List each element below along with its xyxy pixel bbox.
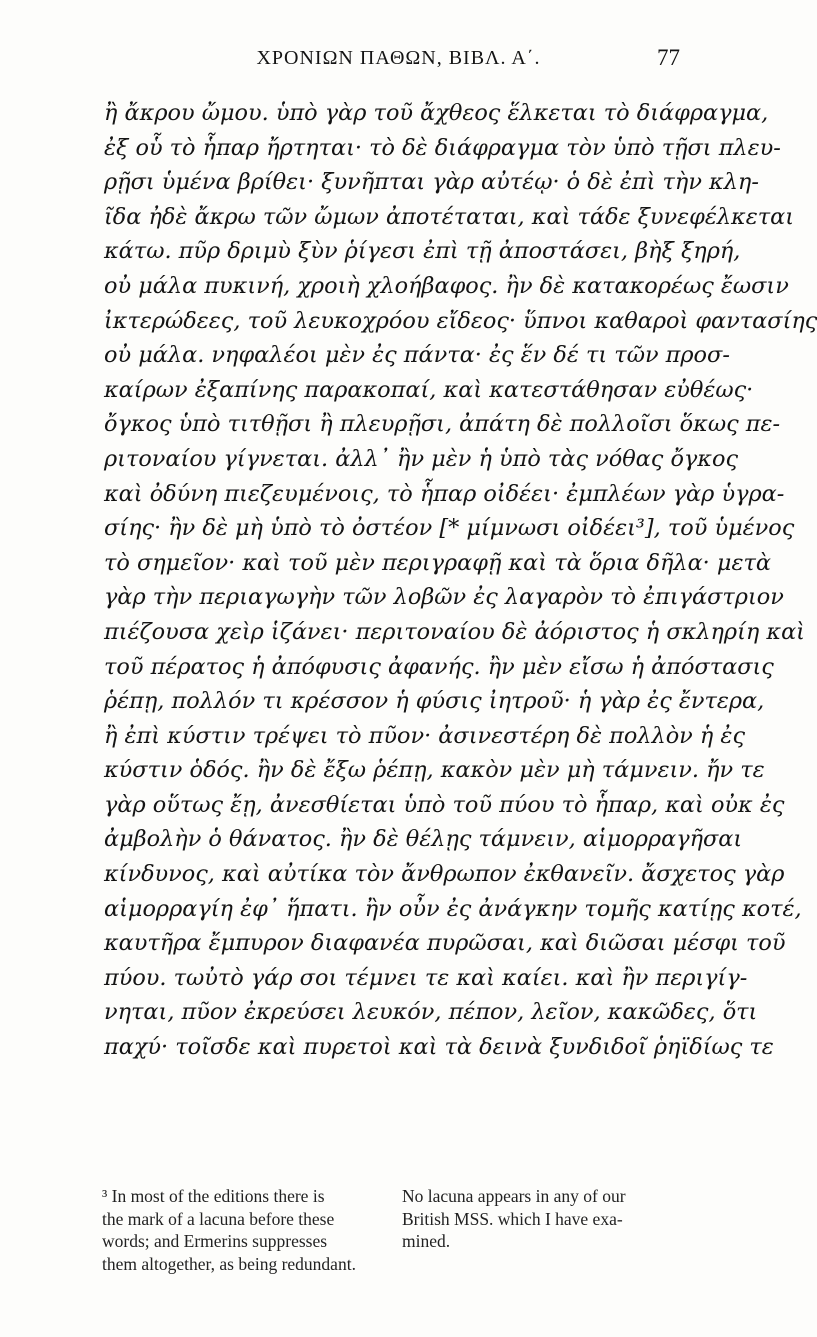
text-line: κίνδυνος, καὶ αὐτίκα τὸν ἄνθρωπον ἐκθανεῖν. ἄσχετος γὰρ <box>104 861 785 888</box>
running-head: ΧΡΟΝΙΩΝ ΠΑΘΩΝ, ΒΙΒΛ. Α΄. <box>256 46 541 69</box>
text-line: σίης· ἢν δὲ μὴ ὑπὸ τὸ ὀστέον [* μίμνωσι οἰδέει³], τοῦ ὑμένος <box>104 515 795 542</box>
page-header <box>100 38 680 78</box>
text-line: ἰκτερώδεες, τοῦ λευκοχρόου εἴδεος· ὕπνοι καθαροὶ φαντασίης <box>104 307 817 334</box>
footnotes <box>102 1185 682 1275</box>
text-line: γὰρ οὕτως ἔῃ, ἀνεσθίεται ὑπὸ τοῦ πύου τὸ ἧπαρ, καὶ οὐκ ἐς <box>104 791 785 818</box>
text-line: οὐ μάλα. νηφαλέοι μὲν ἐς πάντα· ἐς ἕν δέ τι τῶν προσ- <box>104 342 730 369</box>
footnote-line: words; and Ermerins suppresses <box>102 1231 328 1251</box>
text-line: κάτω. πῦρ δριμὺ ξὺν ῥίγεσι ἐπὶ τῇ ἀποστάσει, βὴξ ξηρή, <box>104 238 741 265</box>
text-line: ῥέπῃ, πολλόν τι κρέσσον ἡ φύσις ἰητροῦ· ἡ γὰρ ἐς ἔντερα, <box>104 688 765 715</box>
footnote-right-column <box>402 1185 682 1275</box>
text-line: παχύ· τοῖσδε καὶ πυρετοὶ καὶ τὰ δεινὰ ξυνδιδοῖ ῥηϊδίως τε <box>104 1034 774 1061</box>
text-line: τοῦ πέρατος ἡ ἀπόφυσις ἀφανής. ἢν μὲν εἴσω ἡ ἀπόστασις <box>104 653 774 680</box>
text-line: ἢ ἄκρου ὤμου. ὑπὸ γὰρ τοῦ ἄχθεος ἕλκεται τὸ διάφραγμα, <box>104 100 769 126</box>
footnote-left-column <box>102 1185 382 1275</box>
text-line: ἢ ἐπὶ κύστιν τρέψει τὸ πῦον· ἀσινεστέρη δὲ πολλὸν ἡ ἐς <box>104 722 745 749</box>
text-line: νηται, πῦον ἐκρεύσει λευκόν, πέπον, λεῖον, κακῶδες, ὅτι <box>104 999 758 1026</box>
text-line: καυτῆρα ἔμπυρον διαφανέα πυρῶσαι, καὶ διῶσαι μέσφι τοῦ <box>104 930 786 957</box>
text-line: ριτοναίου γίγνεται. ἀλλ᾽ ἢν μὲν ἡ ὑπὸ τὰς νόθας ὄγκος <box>104 445 739 472</box>
footnote-line: British MSS. which I have exa- <box>402 1208 623 1229</box>
footnote-line: ³ In most of the editions there is <box>102 1186 325 1206</box>
text-line: ὄγκος ὑπὸ τιτθῇσι ἢ πλευρῇσι, ἀπάτη δὲ πολλοῖσι ὅκως πε- <box>104 411 781 438</box>
text-line: ἐξ οὗ τὸ ἧπαρ ἤρτηται· τὸ δὲ διάφραγμα τὸν ὑπὸ τῇσι πλευ- <box>104 134 781 161</box>
footnote-line: them altogether, as being redundant. <box>102 1253 356 1274</box>
footnote-line: No lacuna appears in any of our <box>402 1186 626 1206</box>
text-line: γὰρ τὴν περιαγωγὴν τῶν λοβῶν ἐς λαγαρὸν τὸ ἐπιγάστριον <box>104 584 784 611</box>
text-line: κύστιν ὁδός. ἢν δὲ ἔξω ῥέπῃ, κακὸν μὲν μὴ τάμνειν. ἤν τε <box>104 757 765 784</box>
text-line: τὸ σημεῖον· καὶ τοῦ μὲν περιγραφῇ καὶ τὰ ὅρια δῆλα· μετὰ <box>104 549 771 576</box>
text-line: πιέζουσα χεὶρ ἱζάνει· περιτοναίου δὲ ἀόριστος ἡ σκληρίη καὶ <box>104 618 805 645</box>
footnote-line: the mark of a lacuna before these <box>102 1208 335 1229</box>
text-line: ἀμβολὴν ὁ θάνατος. ἢν δὲ θέλῃς τάμνειν, αἱμορραγῆσαι <box>104 826 743 853</box>
text-line: πύου. τωὐτὸ γάρ σοι τέμνει τε καὶ καίει. καὶ ἢν περιγίγ- <box>104 964 748 991</box>
greek-text-body <box>104 96 817 1065</box>
page-number: 77 <box>657 45 680 70</box>
text-line: αἱμορραγίη ἐφ᾽ ἥπατι. ἢν οὖν ἐς ἀνάγκην τομῆς κατίῃς κοτέ, <box>104 895 802 922</box>
text-line: ρῇσι ὑμένα βρίθει· ξυνῆπται γὰρ αὐτέῳ· ὁ δὲ ἐπὶ τὴν κλη- <box>104 169 759 196</box>
text-line: καίρων ἐξαπίνης παρακοπαί, καὶ κατεστάθησαν εὐθέως· <box>104 376 754 403</box>
text-line: οὐ μάλα πυκινή, χροιὴ χλοήβαφος. ἢν δὲ κατακορέως ἔωσιν <box>104 272 789 299</box>
text-line: ῖδα ἠδὲ ἄκρω τῶν ὤμων ἀποτέταται, καὶ τάδε ξυνεφέλκεται <box>104 203 795 230</box>
text-line: καὶ ὀδύνη πιεζευμένοις, τὸ ἧπαρ οἰδέει· ἐμπλέων γὰρ ὑγρα- <box>104 480 785 507</box>
footnote-line: mined. <box>402 1231 451 1251</box>
